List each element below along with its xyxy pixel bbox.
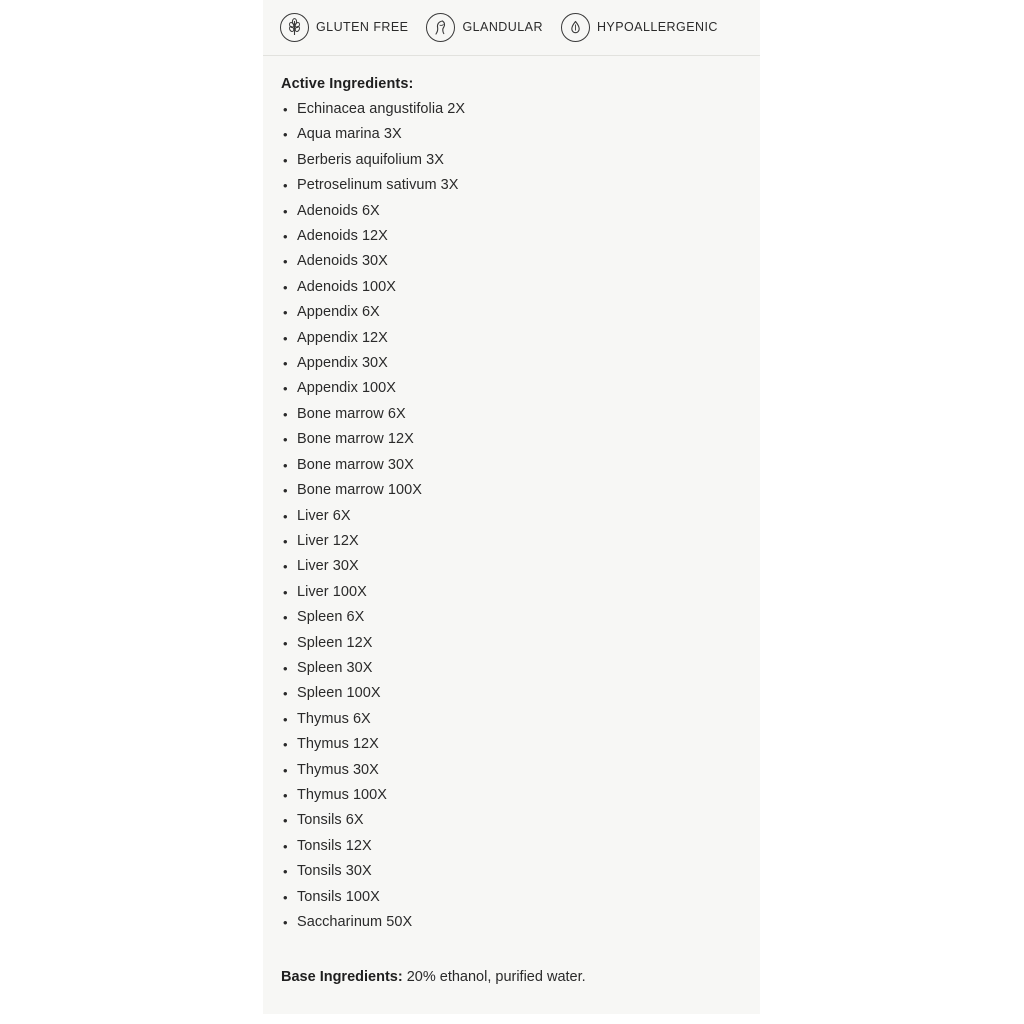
list-item: • Aqua marina 3X (281, 122, 738, 147)
list-item: • Appendix 30X (281, 351, 738, 376)
base-ingredients-value: 20% ethanol, purified water. (406, 969, 586, 986)
list-item: • Liver 6X (281, 504, 738, 529)
ingredients-section (263, 56, 760, 987)
list-item: • Tonsils 12X (281, 834, 738, 859)
list-item: • Bone marrow 100X (281, 478, 738, 503)
list-item: • Adenoids 12X (281, 224, 738, 249)
badge-glandular (426, 13, 542, 42)
list-item: • Thymus 6X (281, 707, 738, 732)
list-item: • Petroselinum sativum 3X (281, 173, 738, 198)
gland-icon (426, 13, 455, 42)
base-ingredients-label: Base Ingredients: (281, 969, 403, 986)
droplet-icon (561, 13, 590, 42)
product-info-panel (263, 0, 760, 1014)
wheat-stalk-icon (280, 13, 309, 42)
list-item: • Liver 12X (281, 529, 738, 554)
list-item: • Bone marrow 12X (281, 427, 738, 452)
list-item: • Echinacea angustifolia 2X (281, 97, 738, 122)
badge-label: GLANDULAR (462, 20, 543, 34)
list-item: • Thymus 12X (281, 732, 738, 757)
list-item: • Tonsils 100X (281, 885, 738, 910)
list-item: • Thymus 30X (281, 758, 738, 783)
list-item: • Spleen 12X (281, 631, 738, 656)
list-item: • Thymus 100X (281, 783, 738, 808)
list-item: • Tonsils 6X (281, 808, 738, 833)
base-ingredients (281, 967, 738, 987)
attribute-badge-row (263, 0, 760, 40)
badge-label: GLUTEN FREE (316, 20, 409, 34)
badge-hypoallergenic (561, 13, 718, 42)
list-item: • Tonsils 30X (281, 859, 738, 884)
badge-gluten-free (280, 13, 408, 42)
list-item: • Appendix 100X (281, 376, 738, 401)
active-ingredients-list (281, 97, 738, 935)
list-item: • Adenoids 30X (281, 249, 738, 274)
list-item: • Spleen 6X (281, 605, 738, 630)
list-item: • Saccharinum 50X (281, 910, 738, 935)
list-item: • Adenoids 6X (281, 199, 738, 224)
list-item: • Liver 100X (281, 580, 738, 605)
list-item: • Liver 30X (281, 554, 738, 579)
list-item: • Appendix 6X (281, 300, 738, 325)
list-item: • Bone marrow 6X (281, 402, 738, 427)
badge-label: HYPOALLERGENIC (596, 20, 718, 34)
list-item: • Spleen 30X (281, 656, 738, 681)
list-item: • Berberis aquifolium 3X (281, 148, 738, 173)
list-item: • Bone marrow 30X (281, 453, 738, 478)
list-item: • Appendix 12X (281, 326, 738, 351)
active-ingredients-heading: Active Ingredients: (281, 76, 414, 92)
list-item: • Adenoids 100X (281, 275, 738, 300)
list-item: • Spleen 100X (281, 681, 738, 706)
